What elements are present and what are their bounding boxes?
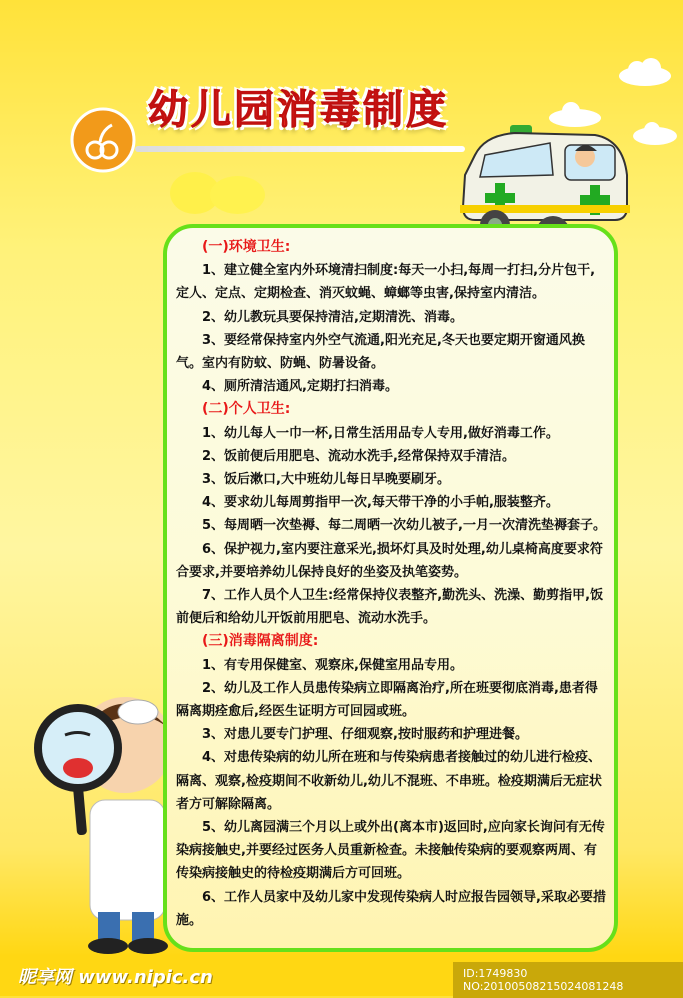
regulations-content [176,236,608,932]
section-personal-hygiene [176,398,608,630]
section-environment [176,236,608,398]
list-item: 6、保护视力,室内要注意采光,损坏灯具及时处理,幼儿桌椅高度要求符合要求,并要培养幼儿保持良好的坐姿及执笔姿势。 [176,541,603,580]
list-item: 1、建立健全室内外环境清扫制度:每天一小扫,每周一打扫,分片包干,定人、定点、定期检查、消灭蚊蝇、蟑螂等虫害,保持室内清洁。 [176,263,596,302]
list-item: 4、厕所清洁通风,定期打扫消毒。 [202,379,398,395]
list-item: 1、有专用保健室、观察床,保健室用品专用。 [202,657,463,673]
list-item: 2、幼儿教玩具要保持清洁,定期清洗、消毒。 [202,309,463,325]
page-title: 幼儿园消毒制度 [148,87,449,133]
cloud-icon [630,120,680,148]
list-item: 2、饭前便后用肥皂、流动水洗手,经常保持双手清洁。 [202,448,515,464]
list-item: 2、幼儿及工作人员患传染病立即隔离治疗,所在班要彻底消毒,患者得隔离期痊愈后,经医生证明方可回园或班。 [176,680,598,720]
list-item: 5、每周晒一次垫褥、每二周晒一次幼儿被子,一月一次清洗垫褥套子。 [202,518,606,534]
title-underline [135,146,465,152]
cloud-icon [615,58,675,88]
orange-fruit-logo-icon [68,105,138,175]
yellow-bubbles [170,172,270,214]
section-heading: (一)环境卫生: [202,239,291,255]
list-item: 3、要经常保持室内外空气流通,阳光充足,冬天也要定期开窗通风换气。室内有防蚊、防蝇、防暑设备。 [176,332,585,372]
list-item: 6、工作人员家中及幼儿家中发现传染病人时应报告园领导,采取必要措施。 [176,889,606,928]
section-heading: (二)个人卫生: [202,401,291,418]
list-item: 4、要求幼儿每周剪指甲一次,每天带干净的小手帕,服装整齐。 [202,495,559,511]
section-heading: (三)消毒隔离制度: [202,633,319,650]
list-item: 3、饭后漱口,大中班幼儿每日早晚要刷牙。 [202,472,450,488]
list-item: 3、对患儿要专门护理、仔细观察,按时服药和护理进餐。 [202,727,528,743]
section-disinfection-isolation [176,630,608,932]
list-item: 7、工作人员个人卫生:经常保持仪表整齐,勤洗头、洗澡、勤剪指甲,饭前便后和给幼儿开饭前用肥皂、流动水洗手。 [176,588,604,627]
image-id-label: ID:1749830 NO:20100508215024081248 [453,962,683,998]
list-item: 5、幼儿离园满三个月以上或外出(离本市)返回时,应向家长询问有无传染病接触史,并要经过医务人员重新检查。未接触传染病的要观察两周、有传染病接触史的待检疫期满后方可回班。 [176,820,605,882]
list-item: 4、对患传染病的幼儿所在班和与传染病患者接触过的幼儿进行检疫、隔离、观察,检疫期间不收新幼儿,幼儿不混班、不串班。检疫期满后无症状者方可解除隔离。 [176,750,602,812]
list-item: 1、幼儿每人一巾一杯,日常生活用品专人专用,做好消毒工作。 [202,425,559,441]
watermark-logo: 昵享网 www.nipic.cn [18,967,213,988]
